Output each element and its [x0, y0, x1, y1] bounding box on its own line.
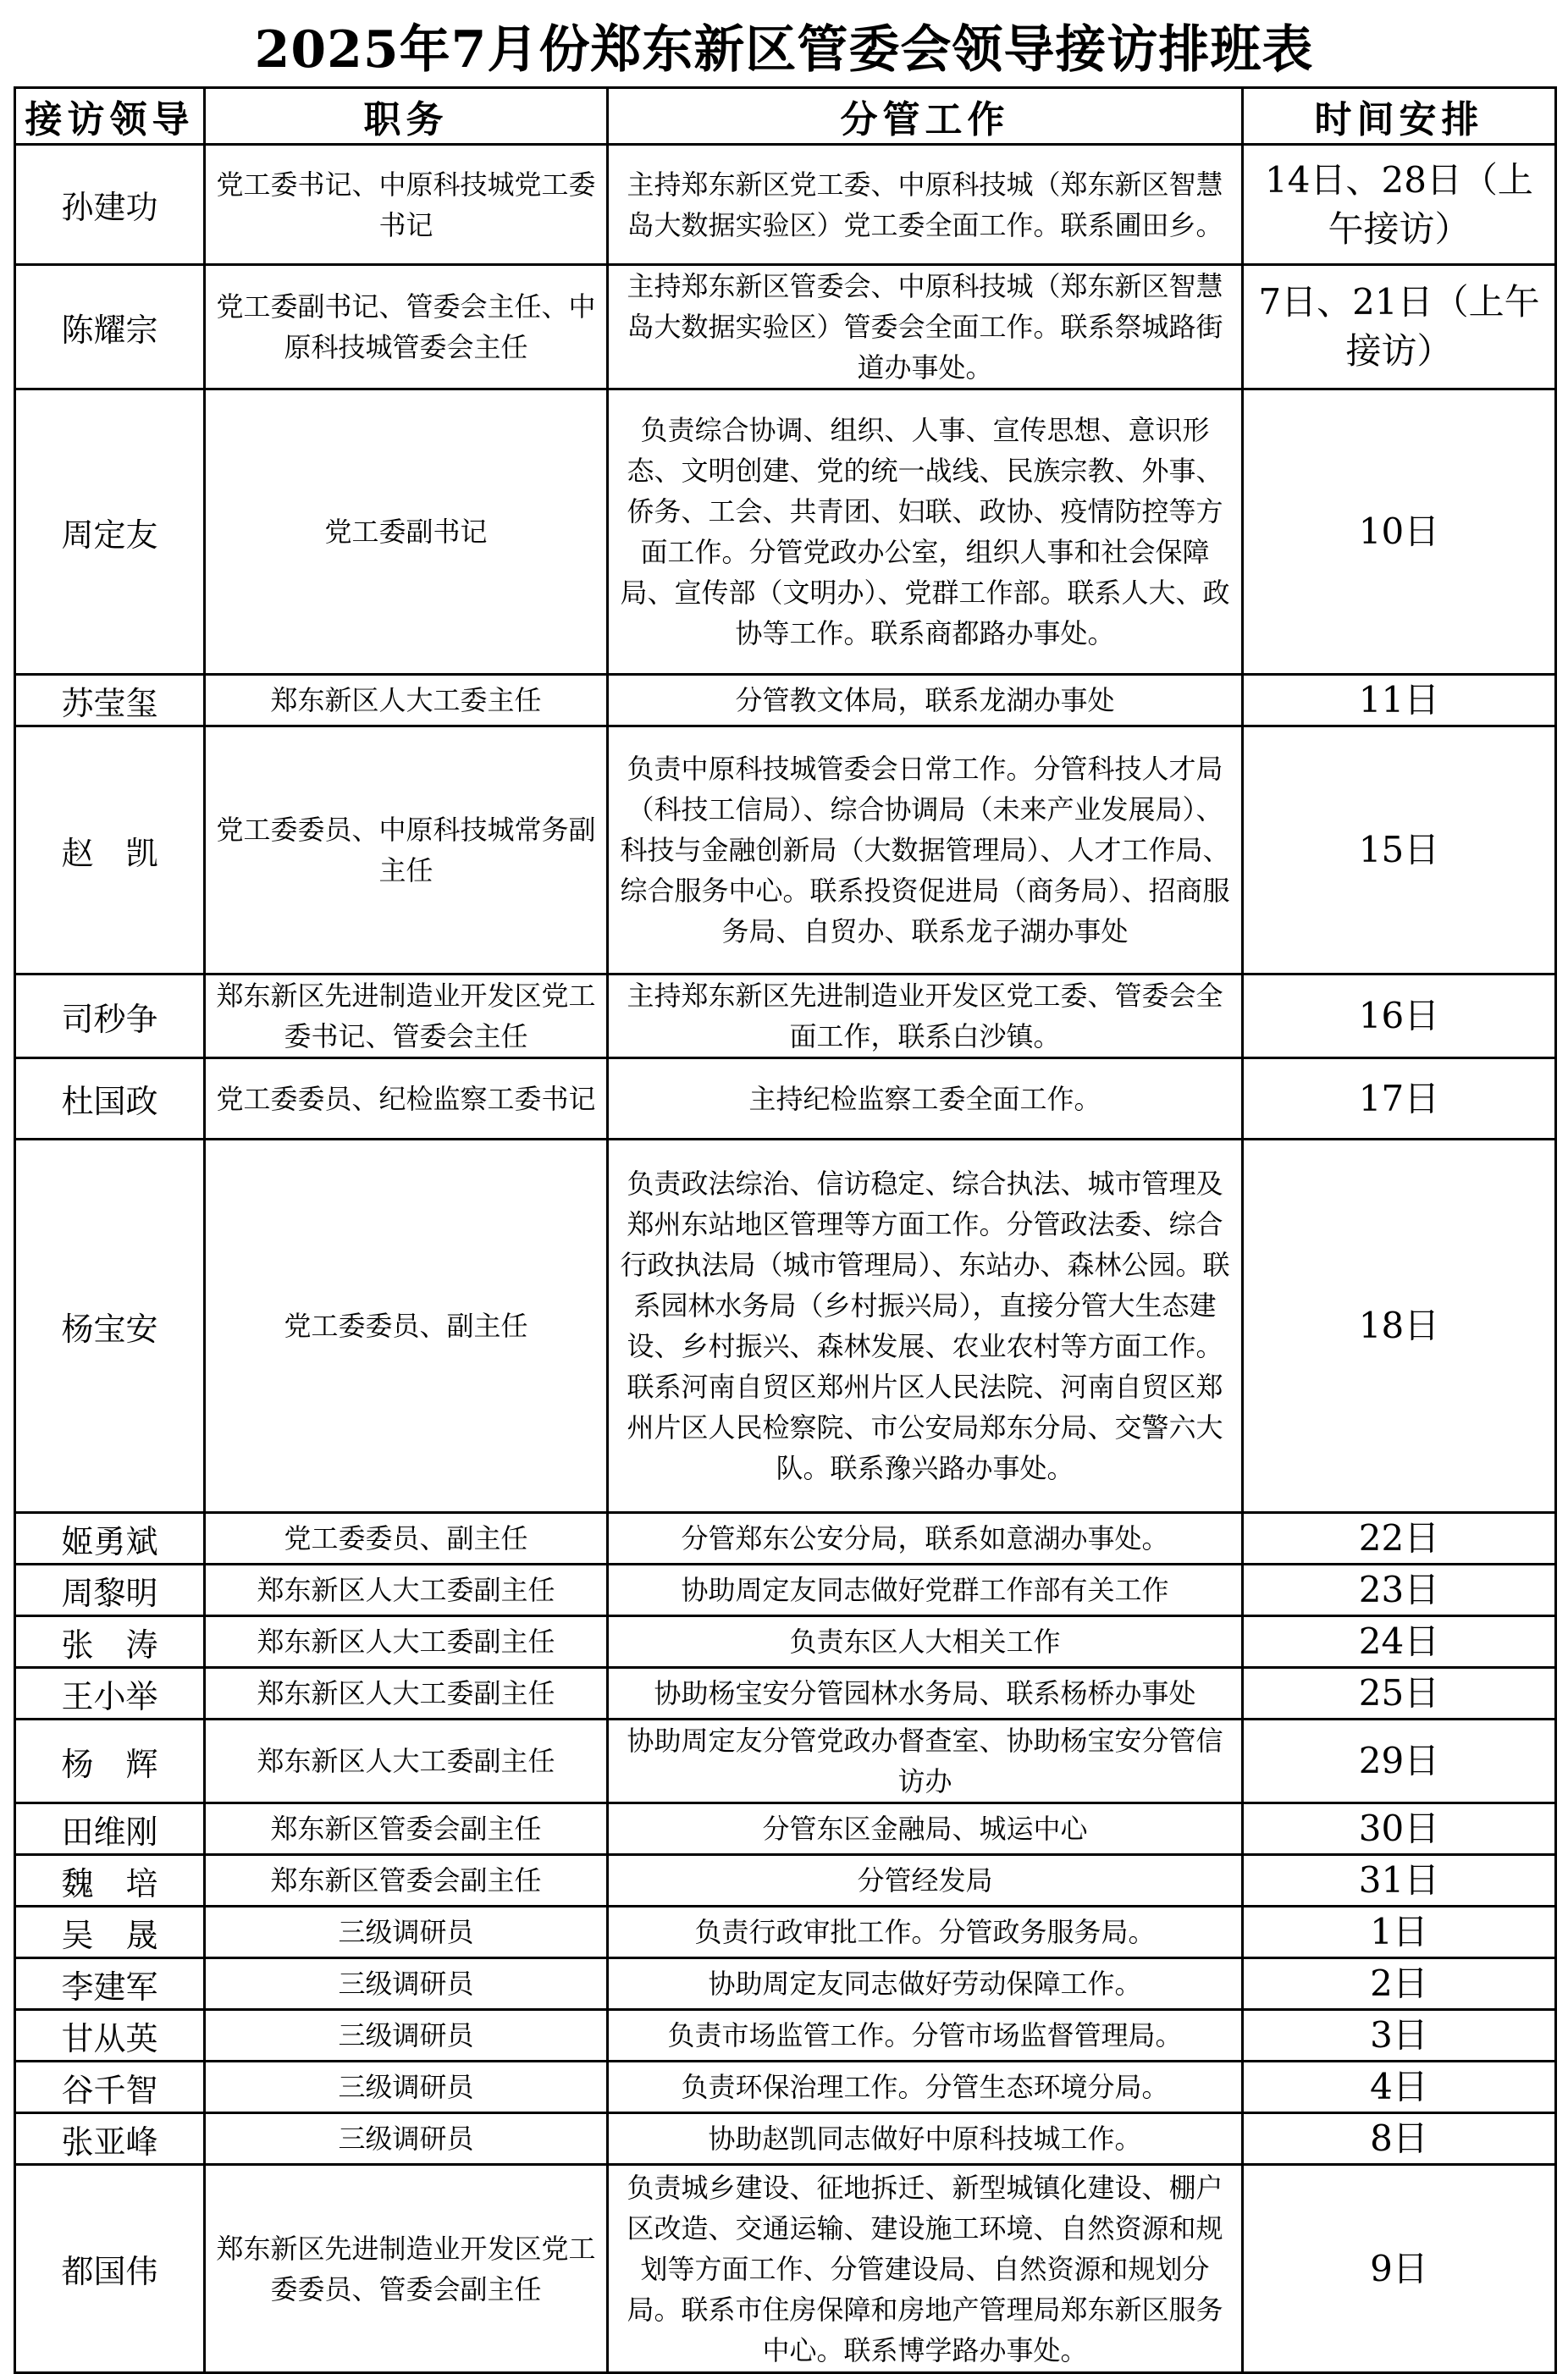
leader-duties: 协助赵凯同志做好中原科技城工作。 — [608, 2113, 1243, 2165]
leader-position: 党工委委员、纪检监察工委书记 — [205, 1058, 608, 1140]
leader-position: 郑东新区管委会副主任 — [205, 1803, 608, 1855]
reception-schedule-table — [14, 86, 1557, 2374]
leader-name: 陈耀宗 — [15, 265, 205, 389]
leader-name: 周黎明 — [15, 1565, 205, 1616]
reception-date: 3日 — [1243, 2010, 1556, 2062]
leader-duties: 主持纪检监察工委全面工作。 — [608, 1058, 1243, 1140]
table-row — [15, 145, 1556, 265]
leader-name: 李建军 — [15, 1958, 205, 2010]
header-schedule: 时间安排 — [1243, 88, 1556, 145]
reception-date: 22日 — [1243, 1513, 1556, 1565]
leader-position: 三级调研员 — [205, 1907, 608, 1958]
reception-date: 1日 — [1243, 1907, 1556, 1958]
leader-name: 苏莹玺 — [15, 675, 205, 726]
leader-name: 孙建功 — [15, 145, 205, 265]
leader-name: 张亚峰 — [15, 2113, 205, 2165]
leader-duties: 负责城乡建设、征地拆迁、新型城镇化建设、棚户区改造、交通运输、建设施工环境、自然资源和规划等方面工作、分管建设局、自然资源和规划分局。联系市住房保障和房地产管理局郑东新区服务中心。联系博学路办事处。 — [608, 2165, 1243, 2373]
leader-position: 郑东新区人大工委副主任 — [205, 1616, 608, 1668]
table-row — [15, 1616, 1556, 1668]
table-body — [15, 145, 1556, 2373]
leader-name: 魏 培 — [15, 1855, 205, 1907]
leader-name: 周定友 — [15, 389, 205, 675]
reception-date: 16日 — [1243, 974, 1556, 1058]
leader-position: 郑东新区人大工委副主任 — [205, 1565, 608, 1616]
leader-name: 田维刚 — [15, 1803, 205, 1855]
reception-date: 24日 — [1243, 1616, 1556, 1668]
leader-name: 王小举 — [15, 1668, 205, 1720]
table-row — [15, 2062, 1556, 2113]
reception-date: 31日 — [1243, 1855, 1556, 1907]
leader-duties: 分管教文体局，联系龙湖办事处 — [608, 675, 1243, 726]
leader-position: 党工委副书记 — [205, 389, 608, 675]
leader-duties: 负责中原科技城管委会日常工作。分管科技人才局（科技工信局）、综合协调局（未来产业发展局）、科技与金融创新局（大数据管理局）、人才工作局、综合服务中心。联系投资促进局（商务局）、招商服务局、自贸办、联系龙子湖办事处 — [608, 726, 1243, 974]
leader-position: 三级调研员 — [205, 2010, 608, 2062]
leader-position: 三级调研员 — [205, 2062, 608, 2113]
leader-name: 姬勇斌 — [15, 1513, 205, 1565]
page-title: 2025年7月份郑东新区管委会领导接访排班表 — [254, 20, 1314, 80]
table-row — [15, 1565, 1556, 1616]
reception-date: 9日 — [1243, 2165, 1556, 2373]
leader-name: 司秒争 — [15, 974, 205, 1058]
reception-date: 14日、28日（上午接访） — [1243, 145, 1556, 265]
reception-date: 25日 — [1243, 1668, 1556, 1720]
table-row — [15, 1513, 1556, 1565]
header-duties: 分管工作 — [608, 88, 1243, 145]
leader-position: 三级调研员 — [205, 2113, 608, 2165]
reception-date: 10日 — [1243, 389, 1556, 675]
leader-position: 党工委委员、副主任 — [205, 1513, 608, 1565]
leader-duties: 主持郑东新区党工委、中原科技城（郑东新区智慧岛大数据实验区）党工委全面工作。联系圃田乡。 — [608, 145, 1243, 265]
table-header-row — [15, 88, 1556, 145]
leader-name: 甘从英 — [15, 2010, 205, 2062]
leader-position: 党工委副书记、管委会主任、中原科技城管委会主任 — [205, 265, 608, 389]
leader-name: 杨 辉 — [15, 1720, 205, 1803]
reception-date: 8日 — [1243, 2113, 1556, 2165]
table-row — [15, 1907, 1556, 1958]
table-row — [15, 2165, 1556, 2373]
table-row — [15, 1668, 1556, 1720]
leader-name: 杨宝安 — [15, 1140, 205, 1513]
table-row — [15, 2113, 1556, 2165]
table-row — [15, 2010, 1556, 2062]
reception-date: 15日 — [1243, 726, 1556, 974]
leader-duties: 协助周定友分管党政办督查室、协助杨宝安分管信访办 — [608, 1720, 1243, 1803]
leader-position: 郑东新区管委会副主任 — [205, 1855, 608, 1907]
reception-date: 11日 — [1243, 675, 1556, 726]
leader-position: 党工委书记、中原科技城党工委书记 — [205, 145, 608, 265]
table-row — [15, 1958, 1556, 2010]
header-position: 职务 — [205, 88, 608, 145]
leader-position: 郑东新区先进制造业开发区党工委委员、管委会副主任 — [205, 2165, 608, 2373]
leader-position: 郑东新区人大工委主任 — [205, 675, 608, 726]
leader-duties: 负责行政审批工作。分管政务服务局。 — [608, 1907, 1243, 1958]
leader-position: 郑东新区先进制造业开发区党工委书记、管委会主任 — [205, 974, 608, 1058]
header-leader: 接访领导 — [15, 88, 205, 145]
leader-duties: 分管郑东公安分局，联系如意湖办事处。 — [608, 1513, 1243, 1565]
reception-date: 30日 — [1243, 1803, 1556, 1855]
leader-duties: 负责综合协调、组织、人事、宣传思想、意识形态、文明创建、党的统一战线、民族宗教、外事、侨务、工会、共青团、妇联、政协、疫情防控等方面工作。分管党政办公室，组织人事和社会保障局、宣传部（文明办）、党群工作部。联系人大、政协等工作。联系商都路办事处。 — [608, 389, 1243, 675]
reception-date: 23日 — [1243, 1565, 1556, 1616]
reception-date: 2日 — [1243, 1958, 1556, 2010]
reception-date: 7日、21日（上午接访） — [1243, 265, 1556, 389]
leader-duties: 主持郑东新区管委会、中原科技城（郑东新区智慧岛大数据实验区）管委会全面工作。联系祭城路街道办事处。 — [608, 265, 1243, 389]
leader-duties: 分管经发局 — [608, 1855, 1243, 1907]
leader-name: 杜国政 — [15, 1058, 205, 1140]
leader-duties: 主持郑东新区先进制造业开发区党工委、管委会全面工作，联系白沙镇。 — [608, 974, 1243, 1058]
leader-position: 郑东新区人大工委副主任 — [205, 1668, 608, 1720]
table-row — [15, 1720, 1556, 1803]
table-row — [15, 389, 1556, 675]
leader-duties: 协助周定友同志做好劳动保障工作。 — [608, 1958, 1243, 2010]
reception-date: 17日 — [1243, 1058, 1556, 1140]
reception-date: 29日 — [1243, 1720, 1556, 1803]
leader-position: 党工委委员、中原科技城常务副主任 — [205, 726, 608, 974]
leader-duties: 负责东区人大相关工作 — [608, 1616, 1243, 1668]
leader-name: 吴 晟 — [15, 1907, 205, 1958]
leader-position: 党工委委员、副主任 — [205, 1140, 608, 1513]
leader-duties: 协助杨宝安分管园林水务局、联系杨桥办事处 — [608, 1668, 1243, 1720]
leader-duties: 负责政法综治、信访稳定、综合执法、城市管理及郑州东站地区管理等方面工作。分管政法委、综合行政执法局（城市管理局）、东站办、森林公园。联系园林水务局（乡村振兴局），直接分管大生态建设、乡村振兴、森林发展、农业农村等方面工作。联系河南自贸区郑州片区人民法院、河南自贸区郑州片区人民检察院、市公安局郑东分局、交警六大队。联系豫兴路办事处。 — [608, 1140, 1243, 1513]
leader-name: 都国伟 — [15, 2165, 205, 2373]
reception-date: 4日 — [1243, 2062, 1556, 2113]
table-row — [15, 265, 1556, 389]
leader-duties: 负责市场监管工作。分管市场监督管理局。 — [608, 2010, 1243, 2062]
table-row — [15, 1140, 1556, 1513]
table-row — [15, 675, 1556, 726]
leader-name: 谷千智 — [15, 2062, 205, 2113]
reception-date: 18日 — [1243, 1140, 1556, 1513]
table-row — [15, 1803, 1556, 1855]
table-row — [15, 1855, 1556, 1907]
leader-position: 郑东新区人大工委副主任 — [205, 1720, 608, 1803]
leader-position: 三级调研员 — [205, 1958, 608, 2010]
leader-duties: 分管东区金融局、城运中心 — [608, 1803, 1243, 1855]
leader-duties: 协助周定友同志做好党群工作部有关工作 — [608, 1565, 1243, 1616]
table-row — [15, 1058, 1556, 1140]
leader-name: 赵 凯 — [15, 726, 205, 974]
table-row — [15, 974, 1556, 1058]
leader-name: 张 涛 — [15, 1616, 205, 1668]
schedule-document — [14, 14, 1554, 2374]
table-row — [15, 726, 1556, 974]
leader-duties: 负责环保治理工作。分管生态环境分局。 — [608, 2062, 1243, 2113]
